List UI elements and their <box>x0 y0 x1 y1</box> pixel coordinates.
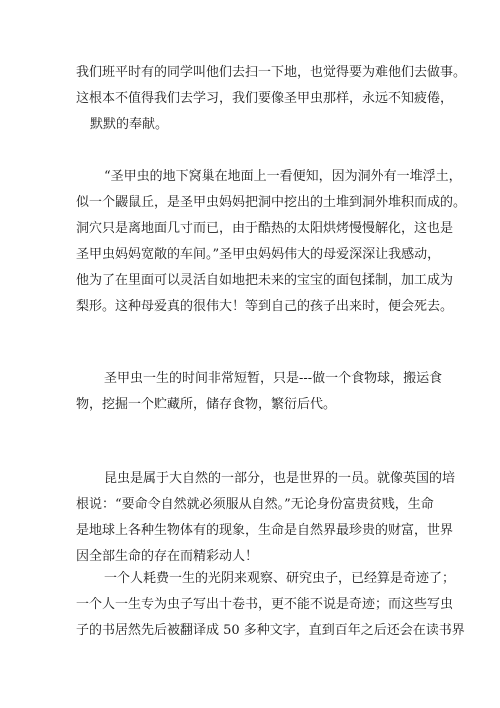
paragraph-line: 梨形。这种母爱真的很伟大！等到自己的孩子出来时，便会死去。 <box>76 299 454 314</box>
paragraph-line: 根说：“要命令自然就必须服从自然。”无论身份富贵贫贱，生命 <box>76 497 434 512</box>
paragraph-line: 我们班平时有的同学叫他们去扫一下地，也觉得要为难他们去做事。 <box>76 65 467 80</box>
paragraph-line: 一个人一生专为虫子写出十卷书，更不能不说是奇迹；而这些写虫 <box>76 597 454 612</box>
paragraph-line: 是地球上各种生物体有的现象，生命是自然界最珍贵的财富，世界 <box>76 523 454 538</box>
paragraph-line: 昆虫是属于大自然的一部分，也是世界的一员。就像英国的培 <box>104 471 456 486</box>
paragraph-line: 物，挖掘一个贮藏所，储存食物，繁衍后代。 <box>76 397 337 412</box>
paragraph-line: 似一个鼹鼠丘，是圣甲虫妈妈把洞中挖出的土堆到洞外堆积而成的。 <box>76 195 467 210</box>
paragraph-3 <box>76 366 446 418</box>
paragraph-5 <box>76 566 465 644</box>
paragraph-line: 这根本不值得我们去学习，我们要像圣甲虫那样，永远不知疲倦， <box>76 91 454 106</box>
paragraph-1 <box>76 60 467 138</box>
paragraph-line: 他为了在里面可以灵活自如地把未来的宝宝的面包揉制，加工成为 <box>76 273 454 288</box>
paragraph-line: 洞穴只是离地面几寸而已，由于酷热的太阳烘烤慢慢解化，这也是 <box>76 221 454 236</box>
paragraph-4 <box>76 466 456 570</box>
paragraph-line: 因全部生命的存在而精彩动人！ <box>76 549 259 564</box>
paragraph-line: 圣甲虫一生的时间非常短暂，只是---做一个食物球，搬运食 <box>104 371 443 386</box>
paragraph-2 <box>76 164 467 320</box>
paragraph-line: “圣甲虫的地下窝巢在地面上一看便知，因为洞外有一堆浮土， <box>104 169 462 184</box>
paragraph-line: 一个人耗费一生的光阴来观察、研究虫子，已经算是奇迹了； <box>104 571 456 586</box>
paragraph-line: 子的书居然先后被翻译成 50 多种文字，直到百年之后还会在读书界 <box>76 623 465 638</box>
paragraph-line: 默默的奉献。 <box>90 117 169 132</box>
paragraph-line: 圣甲虫妈妈宽敞的车间。”圣甲虫妈妈伟大的母爱深深让我感动， <box>76 247 441 262</box>
